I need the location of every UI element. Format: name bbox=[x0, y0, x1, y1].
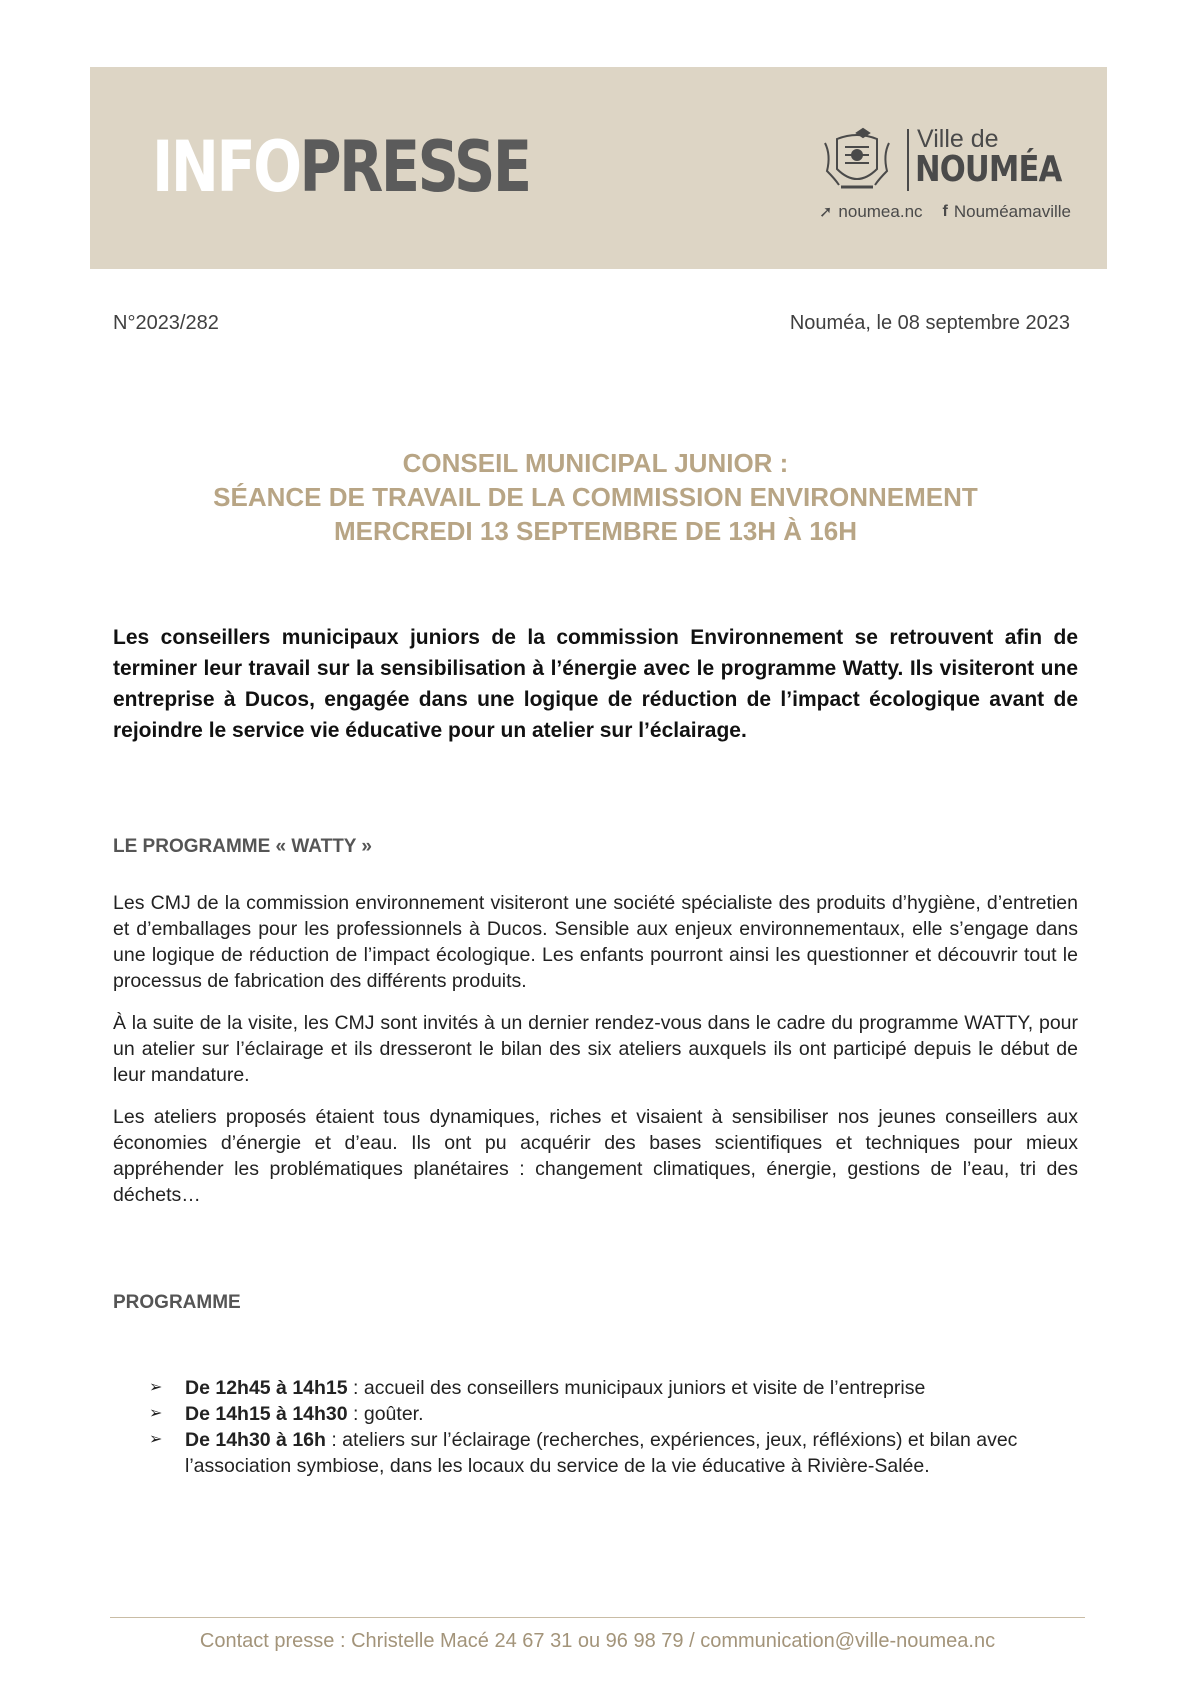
list-item bbox=[145, 1401, 1080, 1427]
footer-divider bbox=[110, 1617, 1085, 1618]
lead-paragraph: Les conseillers municipaux juniors de la commission Environnement se retrouvent afin de terminer leur travail sur la sensibilisation à l’énergie avec le programme Watty. Ils visiteront une entreprise à Ducos, engagée dans une logique de réduction de l’impact écologique avant de rejoindre le service vie éducative pour un atelier sur l’éclairage. bbox=[113, 626, 1078, 742]
schedule-description: : goûter. bbox=[347, 1403, 424, 1425]
city-seal-icon bbox=[817, 125, 897, 197]
reference-number: N°2023/282 bbox=[113, 312, 219, 334]
social-link[interactable]: Nouméamaville bbox=[953, 202, 1072, 221]
title-line-2: SÉANCE DE TRAVAIL DE LA COMMISSION ENVIRONNEMENT bbox=[213, 482, 978, 512]
list-item bbox=[145, 1427, 1080, 1479]
schedule-description: : accueil des conseillers municipaux juniors et visite de l’entreprise bbox=[347, 1377, 926, 1399]
logo-divider bbox=[907, 129, 909, 191]
arrow-bullet-icon: ➢ bbox=[149, 1379, 163, 1396]
body-paragraph: Les ateliers proposés étaient tous dynamiques, riches et visaient à sensibiliser nos jeunes conseillers aux économies d’énergie et d’eau. Ils ont pu acquérir des bases scientifiques et techniques pour mieux appréhender les problématiques planétaires : changement climatiques, énergie, gestions de l’eau, tri des déchets… bbox=[113, 1106, 1078, 1206]
title-line-3: MERCREDI 13 SEPTEMBRE DE 13H À 16H bbox=[333, 516, 858, 546]
schedule-time: De 14h15 à 14h30 bbox=[185, 1403, 348, 1425]
body-paragraph: À la suite de la visite, les CMJ sont invités à un dernier rendez-vous dans le cadre du programme WATTY, pour un atelier sur l’éclairage et ils dresseront le bilan des six ateliers auxquels ils ont participé depuis le début de leur mandature. bbox=[113, 1012, 1078, 1086]
facebook-icon: f bbox=[942, 203, 948, 220]
schedule-time: De 12h45 à 14h15 bbox=[185, 1377, 348, 1399]
page-title bbox=[113, 446, 1078, 548]
site-link[interactable]: noumea.nc bbox=[838, 202, 923, 221]
title-line-1: CONSEIL MUNICIPAL JUNIOR : bbox=[402, 448, 789, 478]
masthead-presse: PRESSE bbox=[299, 126, 530, 208]
arrow-bullet-icon: ➢ bbox=[149, 1431, 163, 1448]
programme-heading: PROGRAMME bbox=[113, 1292, 241, 1313]
body-paragraph: Les CMJ de la commission environnement visiteront une société spécialiste des produits d’hygiène, d’entretien et d’emballages pour les professionnels à Ducos. Sensible aux enjeux environnementaux, elle s’engage dans une logique de réduction de l’impact écologique. Les enfants pourront ainsi les questionner et découvrir tout le processus de fabrication des différents produits. bbox=[113, 892, 1078, 992]
logo-city-name: NOUMÉA bbox=[915, 149, 1062, 190]
masthead bbox=[152, 127, 530, 207]
place-date: Nouméa, le 08 septembre 2023 bbox=[789, 312, 1070, 334]
schedule-time: De 14h30 à 16h bbox=[185, 1429, 326, 1451]
schedule-list bbox=[145, 1375, 1080, 1479]
schedule-description: : ateliers sur l’éclairage (recherches, expériences, jeux, réfléxions) et bilan avec l’association symbiose, dans les locaux du service de la vie éducative à Rivière-Salée. bbox=[185, 1429, 1018, 1477]
logo-links bbox=[819, 202, 1071, 222]
watty-heading: LE PROGRAMME « WATTY » bbox=[113, 836, 372, 857]
masthead-info: INFO bbox=[152, 126, 300, 208]
arrow-bullet-icon: ➢ bbox=[149, 1405, 163, 1422]
list-item bbox=[145, 1375, 1080, 1401]
city-logo bbox=[817, 125, 1072, 225]
header-band bbox=[90, 67, 1107, 269]
logo-ville-de: Ville de bbox=[917, 125, 999, 153]
arrow-cursor-icon: ➚ bbox=[819, 204, 833, 221]
press-contact: Contact presse : Christelle Macé 24 67 31 ou 96 98 79 / communication@ville-noumea.nc bbox=[199, 1630, 996, 1652]
